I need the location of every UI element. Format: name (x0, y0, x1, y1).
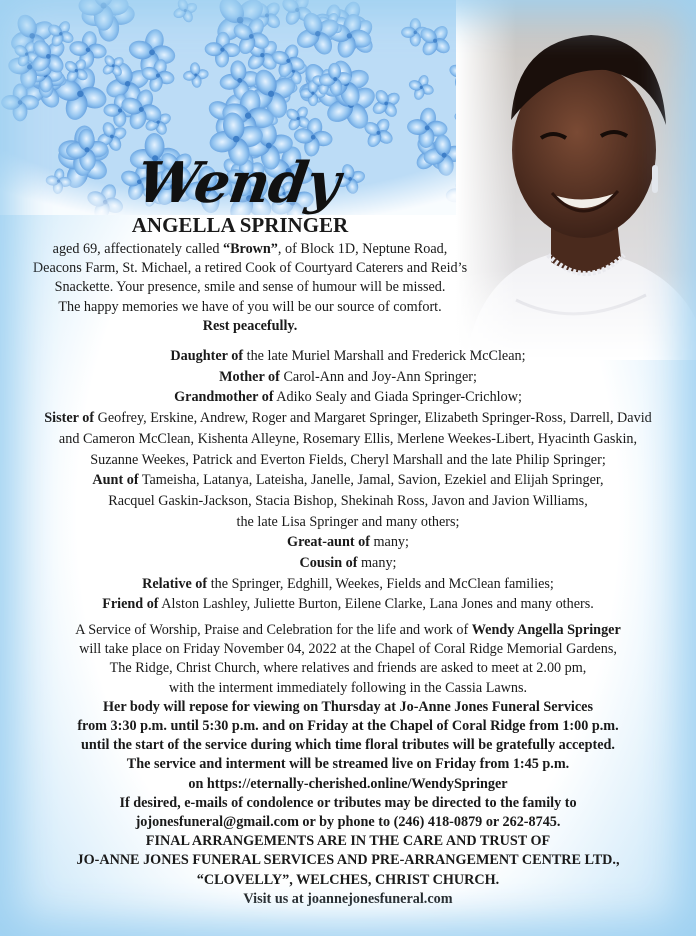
viewing-line-2: from 3:30 p.m. until 5:30 p.m. and on Friday at the Chapel of Coral Ridge from 1:00 p.m. (77, 718, 619, 735)
intro-text: aged 69, affectionately called (52, 241, 223, 257)
arrangements-line-2: JO-ANNE JONES FUNERAL SERVICES AND PRE-ARRANGEMENT CENTRE LTD., (76, 852, 620, 869)
daughter-of-line (8, 346, 688, 367)
relation-text: Geofrey, Erskine, Andrew, Roger and Margaret Springer, Elizabeth Springer-Ross, Darrell, David (94, 410, 652, 427)
service-line-2: will take place on Friday November 04, 2022 at the Chapel of Coral Ridge Memorial Gardens, (79, 641, 617, 658)
relation-text: Adiko Sealy and Giada Springer-Crichlow; (273, 389, 522, 406)
intro-line-4: The happy memories we have of you will be our source of comfort. (58, 298, 442, 315)
intro-line-3: Snackette. Your presence, smile and sense of humour will be missed. (54, 279, 446, 296)
relation-text: the late Muriel Marshall and Frederick McClean; (243, 348, 526, 364)
relation-label: Aunt of (92, 472, 139, 489)
stream-url[interactable]: on https://eternally-cherished.online/WendySpringer (188, 775, 508, 792)
relation-text: many; (357, 555, 397, 572)
relation-text: many; (369, 534, 409, 551)
relation-text: Alston Lashley, Juliette Burton, Eilene Clarke, Lana Jones and many others. (158, 596, 594, 613)
service-line-4: with the interment immediately following in the Cassia Lawns. (168, 679, 528, 696)
relation-label: Cousin of (299, 555, 358, 572)
stream-line: The service and interment will be streamed live on Friday from 1:45 p.m. (126, 756, 570, 773)
relation-text: Tameisha, Latanya, Lateisha, Janelle, Jamal, Savion, Ezekiel and Elijah Springer, (138, 472, 604, 489)
family-list (8, 346, 688, 615)
sister-of-line-2: and Cameron McClean, Kishenta Alleyne, Rosemary Ellis, Merlene Weekes-Libert, Hyacinth Gaskin, (58, 430, 638, 447)
sister-of-line-3: Suzanne Weekes, Patrick and Everton Fields, Cheryl Marshall and the late Philip Springer; (90, 451, 606, 468)
sister-of-line (8, 408, 688, 429)
intro-line-1 (10, 240, 490, 259)
service-details (8, 621, 688, 909)
intro-text: , of Block 1D, Neptune Road, (277, 241, 448, 257)
service-text: A Service of Worship, Praise and Celebration for the life and work of (75, 622, 472, 638)
relation-text: Carol-Ann and Joy-Ann Springer; (279, 368, 477, 385)
arrangements-line-1: FINAL ARRANGEMENTS ARE IN THE CARE AND TRUST OF (145, 833, 551, 850)
grandmother-of-line (8, 387, 688, 408)
service-line-1 (8, 621, 688, 640)
nickname: “Brown” (222, 241, 278, 257)
relation-label: Great-aunt of (287, 534, 370, 551)
relation-label: Daughter of (170, 348, 244, 364)
deceased-name: Wendy Angella Springer (471, 622, 621, 638)
website-line[interactable]: Visit us at joannejonesfuneral.com (243, 890, 453, 907)
friend-of-line (8, 594, 688, 615)
relation-label: Friend of (102, 596, 159, 613)
condolence-line: If desired, e-mails of condolence or tributes may be directed to the family to (119, 794, 577, 811)
aunt-of-line (8, 470, 688, 491)
contact-line[interactable]: jojonesfuneral@gmail.com or by phone to (246) 418-0879 or 262-8745. (135, 814, 561, 831)
aunt-of-line-2: Racquel Gaskin-Jackson, Stacia Bishop, Shekinah Ross, Javon and Javion Williams, (108, 492, 588, 509)
viewing-line-1: Her body will repose for viewing on Thursday at Jo-Anne Jones Funeral Services (102, 698, 593, 715)
relation-text: the Springer, Edghill, Weekes, Fields and McClean families; (207, 575, 554, 592)
intro-paragraph (10, 240, 490, 336)
relation-label: Relative of (142, 575, 208, 592)
arrangements-line-3: “CLOVELLY”, WELCHES, CHRIST CHURCH. (196, 871, 500, 888)
portrait-photo (456, 0, 696, 360)
relation-label: Mother of (219, 368, 280, 385)
aunt-of-line-3: the late Lisa Springer and many others; (236, 513, 460, 530)
relation-label: Sister of (44, 410, 95, 427)
rest-peacefully: Rest peacefully. (202, 317, 298, 334)
viewing-line-3: until the start of the service during which time floral tributes will be gratefully accepted. (81, 737, 615, 754)
relative-of-line (8, 574, 688, 595)
first-name-script: Wendy (132, 150, 344, 216)
intro-line-2: Deacons Farm, St. Michael, a retired Cook of Courtyard Caterers and Reid’s (32, 260, 468, 277)
cousin-of-line (8, 553, 688, 574)
relation-label: Grandmother of (174, 389, 274, 406)
great-aunt-of-line (8, 532, 688, 553)
full-name-heading: ANGELLA SPRINGER (131, 213, 349, 237)
service-line-3: The Ridge, Christ Church, where relatives and friends are asked to meet at 2.00 pm, (109, 660, 587, 677)
mother-of-line (8, 367, 688, 388)
